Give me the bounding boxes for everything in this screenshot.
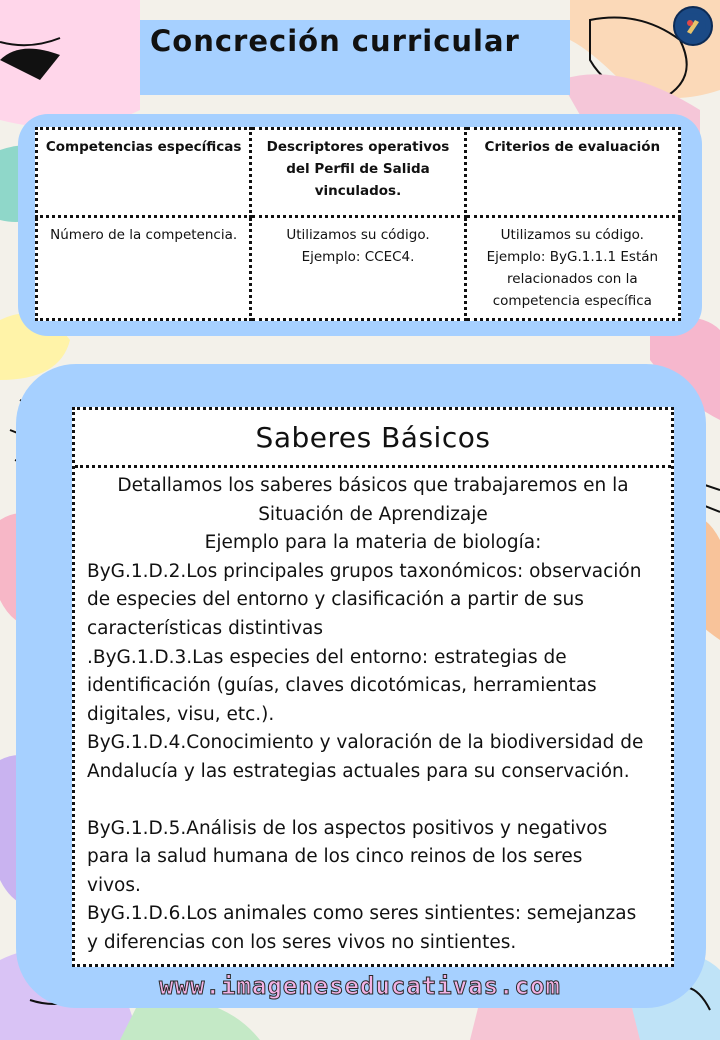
table-cell-competencias: Número de la competencia. bbox=[37, 217, 251, 320]
spacer bbox=[87, 787, 671, 815]
saber-line: para la salud humana de los cinco reinos de los seres bbox=[87, 846, 583, 868]
table-cell-descriptores: Utilizamos su código. Ejemplo: CCEC4. bbox=[251, 217, 465, 320]
footer-website: www.imageneseducativas.com bbox=[159, 972, 561, 1000]
saberes-intro-line-3: Ejemplo para la materia de biología: bbox=[204, 532, 542, 554]
saber-line: Andalucía y las estrategias actuales para su conservación. bbox=[87, 760, 630, 782]
saber-line: vivos. bbox=[87, 874, 141, 896]
saber-item bbox=[87, 815, 671, 901]
saber-item bbox=[87, 729, 671, 786]
page-title: Concreción curricular bbox=[150, 24, 520, 58]
saberes-title: Saberes Básicos bbox=[75, 410, 671, 468]
saber-item bbox=[87, 558, 671, 644]
saber-line: características distintivas bbox=[87, 617, 324, 639]
saber-line: y diferencias con los seres vivos no sintientes. bbox=[87, 931, 517, 953]
saber-line: ByG.1.D.6.Los animales como seres sintientes: semejanzas bbox=[87, 903, 637, 925]
saber-line: ByG.1.D.4.Conocimiento y valoración de la biodiversidad de bbox=[87, 732, 644, 754]
saberes-box bbox=[72, 407, 674, 967]
saber-line: identificación (guías, claves dicotómicas, herramientas bbox=[87, 675, 597, 697]
table-row bbox=[37, 217, 680, 320]
table-cell-criterios: Utilizamos su código. Ejemplo: ByG.1.1.1 Están relacionados con la competencia específica bbox=[465, 217, 679, 320]
saber-line: ByG.1.D.5.Análisis de los aspectos positivos y negativos bbox=[87, 817, 608, 839]
saber-line: de especies del entorno y clasificación a partir de sus bbox=[87, 589, 584, 611]
logo-graphic bbox=[678, 11, 708, 41]
table-header-competencias: Competencias específicas bbox=[37, 129, 251, 217]
table-header-criterios: Criterios de evaluación bbox=[465, 129, 679, 217]
saber-line: digitales, visu, etc.). bbox=[87, 703, 275, 725]
saber-line: .ByG.1.D.3.Las especies del entorno: estrategias de bbox=[87, 646, 567, 668]
saberes-intro-line-2: Situación de Aprendizaje bbox=[258, 503, 488, 525]
saberes-intro-line-1: Detallamos los saberes básicos que trabajaremos en la bbox=[117, 475, 629, 496]
saber-item bbox=[87, 900, 671, 957]
table-header-row bbox=[37, 129, 680, 217]
table-header-descriptores: Descriptores operativos del Perfil de Salida vinculados. bbox=[251, 129, 465, 217]
logo-icon bbox=[673, 6, 713, 46]
saberes-body bbox=[75, 468, 671, 958]
saber-line: ByG.1.D.2.Los principales grupos taxonómicos: observación bbox=[87, 560, 642, 582]
saber-item bbox=[87, 644, 671, 730]
concrecion-table bbox=[35, 127, 681, 321]
